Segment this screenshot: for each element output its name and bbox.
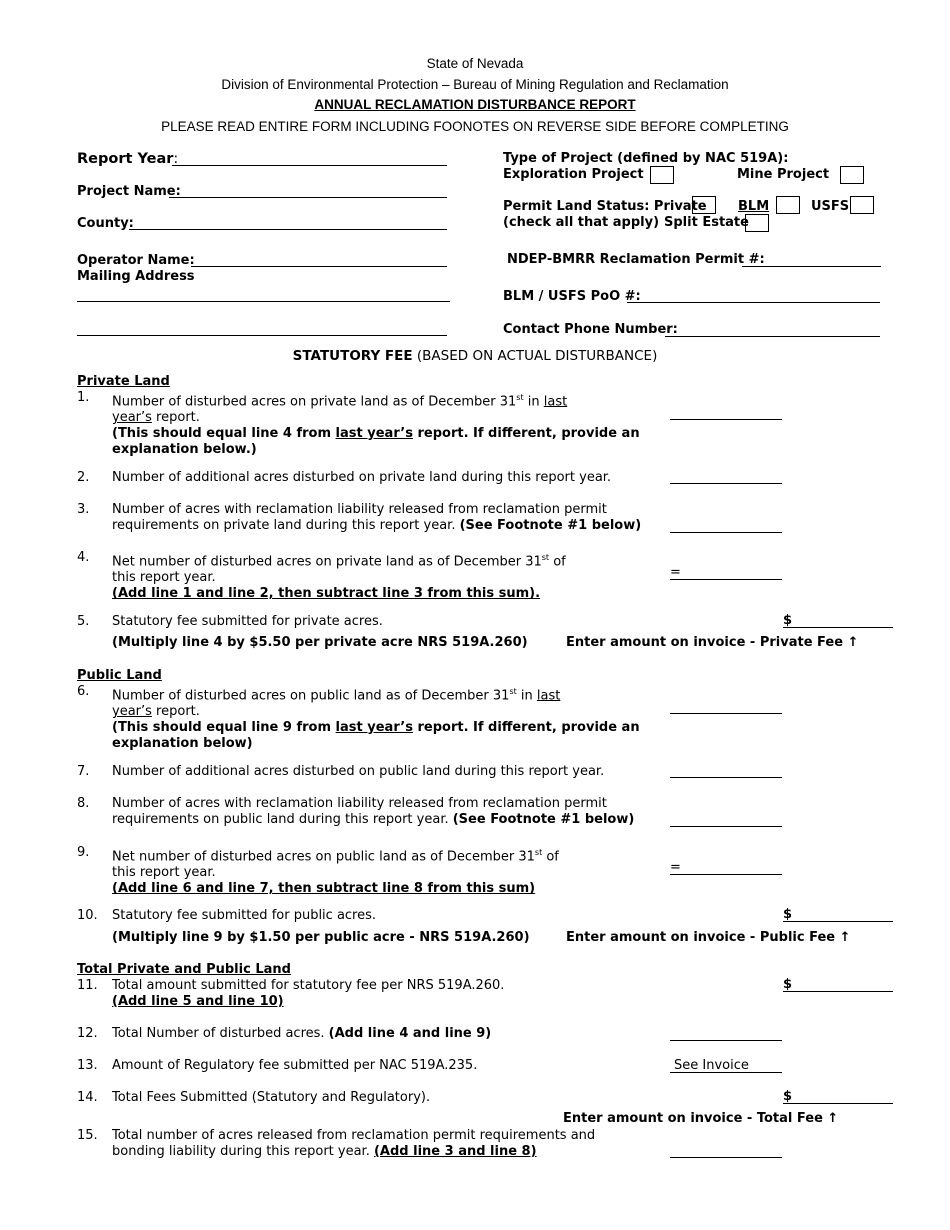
item-9-number: 9. [77, 845, 90, 860]
item-5-number: 5. [77, 614, 90, 629]
mine-project-label: Mine Project [737, 167, 830, 182]
item-11-text: Total amount submitted for statutory fee per NRS 519A.260. (Add line 5 and line 10) [112, 978, 505, 1009]
exploration-project-label: Exploration Project [503, 167, 644, 182]
item-8-number: 8. [77, 796, 90, 811]
item-11-dollar-field[interactable] [783, 977, 893, 992]
form-title: ANNUAL RECLAMATION DISTURBANCE REPORT [314, 97, 636, 112]
item-3-text: Number of acres with reclamation liability released from reclamation permit requirements on private land during this report year. (See Footnote #1 below) [112, 502, 642, 533]
blm-usfs-poo-field[interactable] [627, 302, 880, 303]
item-7-number: 7. [77, 764, 90, 779]
item-15-answer[interactable] [670, 1143, 782, 1158]
form-instruction: PLEASE READ ENTIRE FORM INCLUDING FOONOTES ON REVERSE SIDE BEFORE COMPLETING [161, 119, 789, 134]
total-land-heading: Total Private and Public Land [77, 962, 291, 977]
item-14-number: 14. [77, 1090, 98, 1105]
blm-usfs-poo-label: BLM / USFS PoO #: [503, 289, 641, 304]
item-9-answer[interactable] [670, 860, 782, 875]
private-land-heading: Private Land [77, 374, 170, 389]
operator-name-label: Operator Name: [77, 253, 195, 268]
item-8-answer[interactable] [670, 812, 782, 827]
public-fee-note: Enter amount on invoice - Public Fee ↑ [566, 930, 851, 945]
item-5-dollar-sign: $ [783, 613, 793, 628]
item-9-text: Net number of disturbed acres on public land as of December 31st of this report year. (Add line 6 and line 7, then subtract line 8 from this sum) [112, 848, 559, 897]
item-10-dollar-field[interactable] [783, 907, 893, 922]
mine-project-checkbox[interactable] [840, 166, 864, 184]
mailing-address-field-2[interactable] [77, 335, 447, 336]
total-fee-note: Enter amount on invoice - Total Fee ↑ [563, 1111, 839, 1126]
item-14-dollar-field[interactable] [783, 1089, 893, 1104]
see-invoice-text: See Invoice [674, 1058, 749, 1073]
item-9-equals: = [670, 860, 681, 875]
item-2-answer[interactable] [670, 469, 782, 484]
item-6-answer[interactable] [670, 699, 782, 714]
private-fee-note: Enter amount on invoice - Private Fee ↑ [566, 635, 859, 650]
contact-phone-label: Contact Phone Number: [503, 322, 678, 337]
item-14-text: Total Fees Submitted (Statutory and Regulatory). [112, 1090, 431, 1105]
state-title: State of Nevada [426, 56, 524, 71]
ndep-permit-label: NDEP-BMRR Reclamation Permit #: [507, 252, 765, 267]
operator-name-field[interactable] [191, 266, 447, 267]
item-5-instruction: (Multiply line 4 by $5.50 per private acre NRS 519A.260) [112, 635, 528, 650]
item-11-number: 11. [77, 978, 98, 993]
mailing-address-label: Mailing Address [77, 269, 195, 284]
item-3-number: 3. [77, 502, 90, 517]
item-1-answer[interactable] [670, 405, 782, 420]
item-1-number: 1. [77, 390, 90, 405]
item-10-instruction: (Multiply line 9 by $1.50 per public acre - NRS 519A.260) [112, 930, 530, 945]
division-title: Division of Environmental Protection – Bureau of Mining Regulation and Reclamation [221, 77, 729, 92]
report-year-label: Report Year: [77, 151, 179, 167]
split-estate-checkbox[interactable] [745, 214, 769, 232]
item-13-number: 13. [77, 1058, 98, 1073]
item-10-number: 10. [77, 908, 98, 923]
item-11-dollar-sign: $ [783, 977, 793, 992]
private-checkbox[interactable] [692, 196, 716, 214]
item-4-number: 4. [77, 550, 90, 565]
item-5-text: Statutory fee submitted for private acres. [112, 614, 383, 629]
item-7-answer[interactable] [670, 763, 782, 778]
mailing-address-field-1[interactable] [77, 301, 450, 302]
blm-label: BLM [738, 199, 770, 214]
item-7-text: Number of additional acres disturbed on public land during this report year. [112, 764, 605, 779]
statutory-fee-heading: STATUTORY FEE (BASED ON ACTUAL DISTURBANCE) [292, 348, 658, 364]
item-6-number: 6. [77, 684, 90, 699]
item-4-answer[interactable] [670, 565, 782, 580]
item-10-dollar-sign: $ [783, 907, 793, 922]
county-field[interactable] [129, 229, 447, 230]
split-estate-label: Split Estate [664, 215, 749, 230]
item-12-number: 12. [77, 1026, 98, 1041]
item-6-text: Number of disturbed acres on public land as of December 31st in last year’s report. (This should equal line 9 from last year’s report. If different, provide an explanation below) [112, 687, 640, 752]
ndep-permit-field[interactable] [742, 266, 881, 267]
item-13-answer[interactable] [670, 1058, 782, 1073]
project-name-field[interactable] [169, 197, 447, 198]
report-year-field[interactable] [172, 165, 447, 166]
item-4-equals: = [670, 565, 681, 580]
item-12-text: Total Number of disturbed acres. (Add line 4 and line 9) [112, 1026, 492, 1041]
item-14-dollar-sign: $ [783, 1089, 793, 1104]
public-land-heading: Public Land [77, 668, 162, 683]
county-label: County: [77, 216, 134, 231]
item-4-text: Net number of disturbed acres on private land as of December 31st of this report year. (Add line 1 and line 2, then subtract line 3 from this sum). [112, 553, 566, 602]
item-1-text: Number of disturbed acres on private land as of December 31st in last year’s report. (This should equal line 4 from last year’s report. If different, provide an explanation below.) [112, 393, 640, 458]
item-13-text: Amount of Regulatory fee submitted per NAC 519A.235. [112, 1058, 478, 1073]
item-15-text: Total number of acres released from reclamation permit requirements and bonding liability during this report year. (Add line 3 and line 8) [112, 1128, 596, 1159]
usfs-checkbox[interactable] [850, 196, 874, 214]
item-15-number: 15. [77, 1128, 98, 1143]
item-2-text: Number of additional acres disturbed on private land during this report year. [112, 470, 612, 485]
item-10-text: Statutory fee submitted for public acres. [112, 908, 377, 923]
item-3-answer[interactable] [670, 518, 782, 533]
item-12-answer[interactable] [670, 1026, 782, 1041]
item-8-text: Number of acres with reclamation liability released from reclamation permit requirements on public land during this report year. (See Footnote #1 below) [112, 796, 635, 827]
blm-checkbox[interactable] [776, 196, 800, 214]
exploration-project-checkbox[interactable] [650, 166, 674, 184]
item-2-number: 2. [77, 470, 90, 485]
contact-phone-field[interactable] [665, 336, 880, 337]
permit-land-status-label: Permit Land Status: Private [503, 199, 707, 214]
project-name-label: Project Name: [77, 184, 181, 199]
item-5-dollar-field[interactable] [783, 613, 893, 628]
check-all-label: (check all that apply) [503, 215, 660, 230]
type-of-project-label: Type of Project (defined by NAC 519A): [503, 151, 789, 166]
usfs-label: USFS [811, 199, 850, 214]
